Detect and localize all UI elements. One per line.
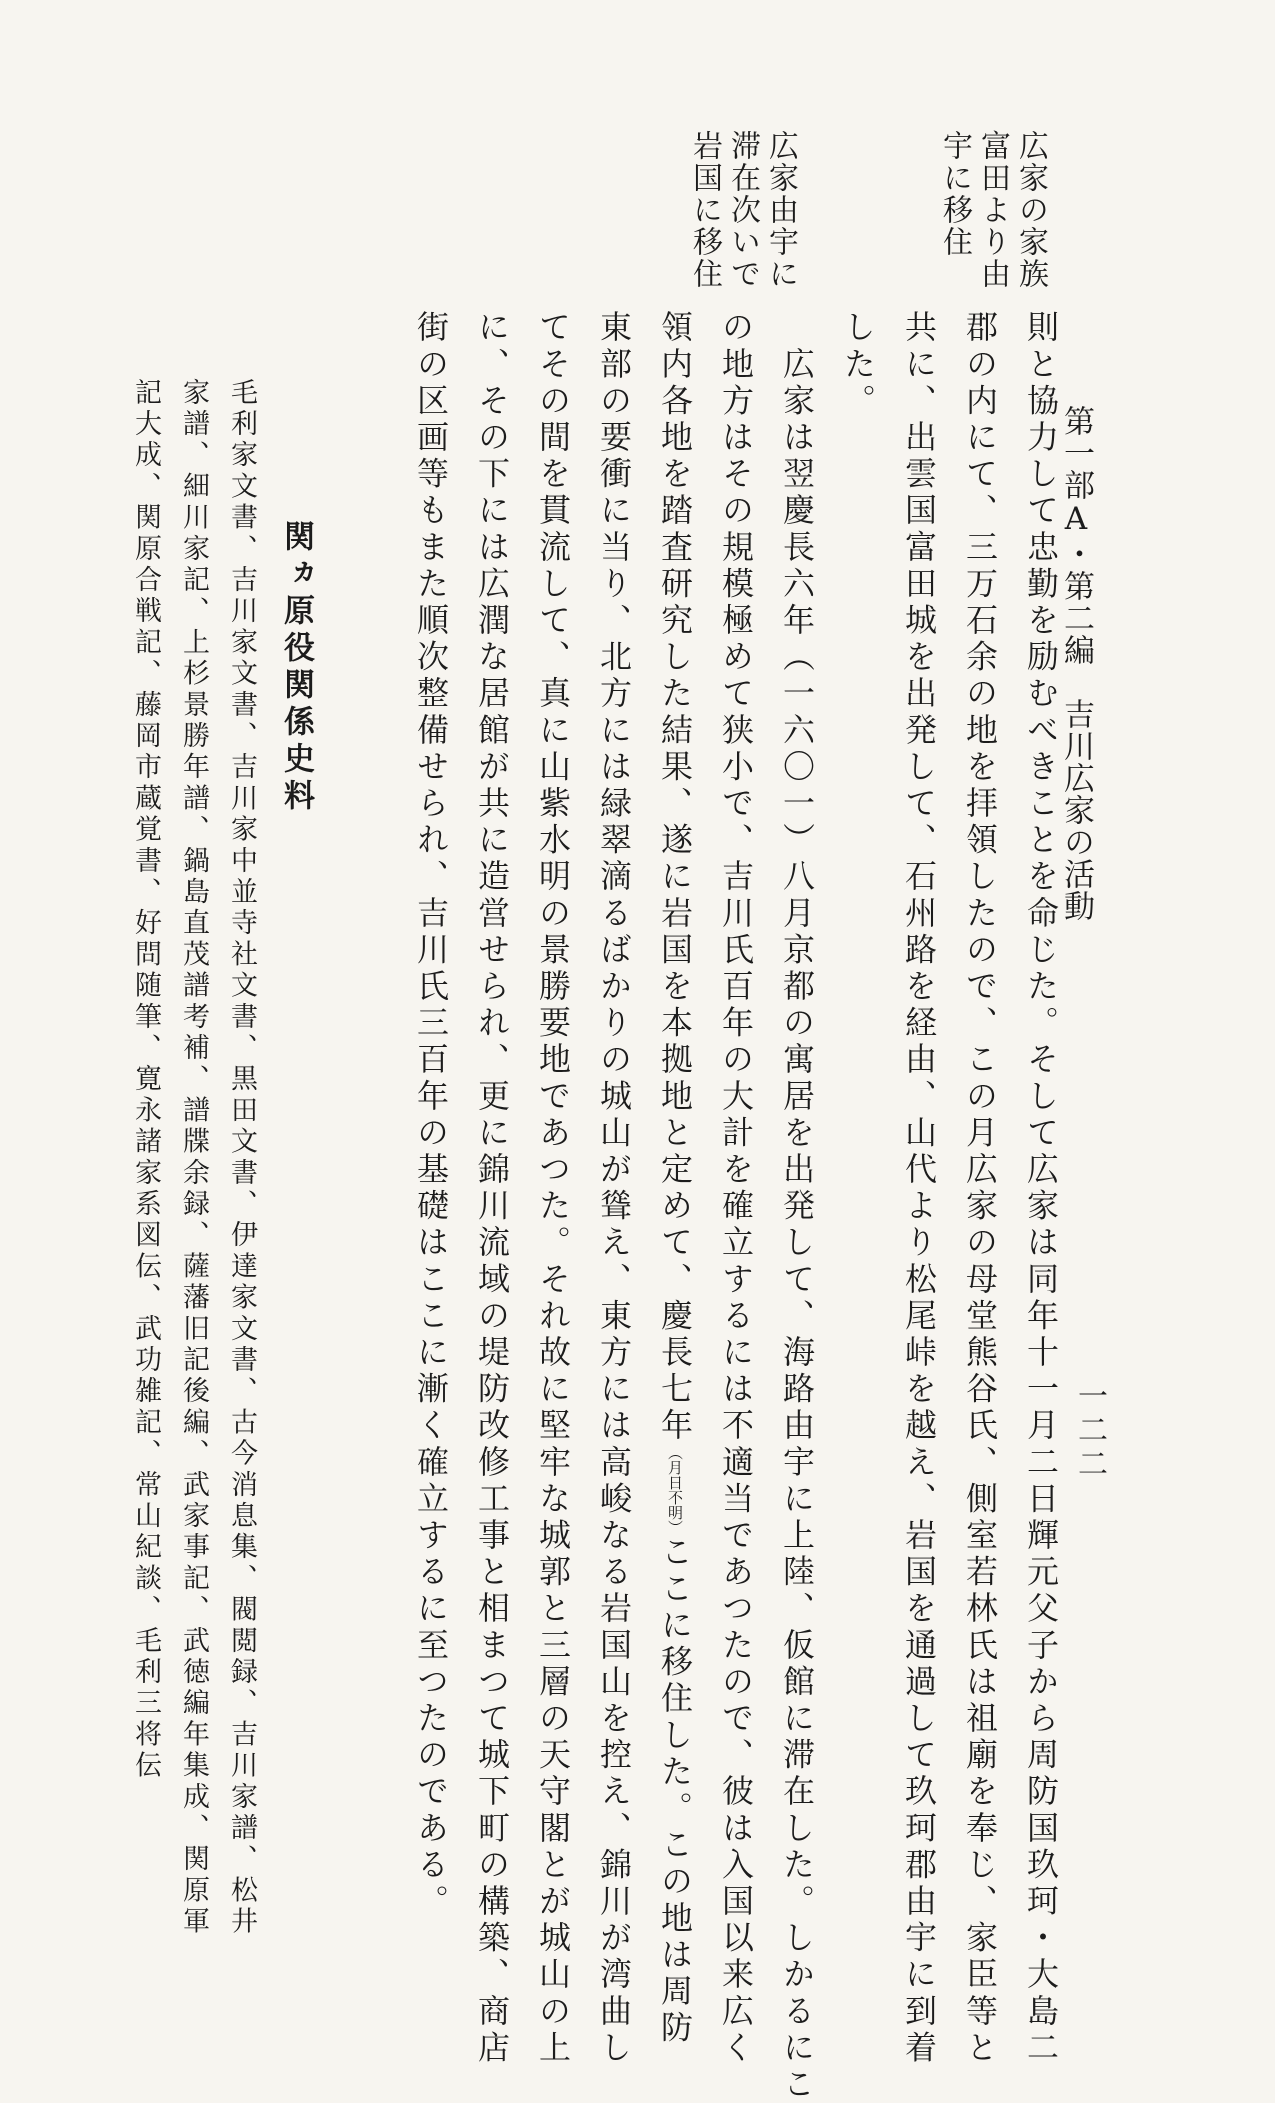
margin-note-line: 滞在次いで bbox=[725, 130, 760, 290]
body-column: てその間を貫流して、真に山紫水明の景勝要地であつた。それ故に堅牢な城郭と三層の天守閣とが城山の上 bbox=[534, 310, 572, 2067]
running-header: 第一部A・第二編 吉川広家の活動 bbox=[1058, 405, 1094, 922]
body-column: 郡の内にて、三万石余の地を拝領したので、この月広家の母堂熊谷氏、側室若林氏は祖廟を奉じ、家臣等と bbox=[961, 310, 999, 2067]
body-column-with-note bbox=[656, 310, 694, 2048]
margin-note-line: 富田より由 bbox=[975, 130, 1010, 290]
body-column: 則と協力して忠勤を励むべきことを命じた。そして広家は同年十一月二日輝元父子から周防国玖珂・大島二 bbox=[1022, 310, 1060, 2067]
margin-note-line: 宇に移住 bbox=[937, 130, 972, 258]
sources-heading: 関ヵ原役関係史料 bbox=[278, 520, 314, 816]
sources-column: 毛利家文書、吉川家文書、吉川家中並寺社文書、黒田文書、伊達家文書、古今消息集、閥閲録、吉川家譜、松井 bbox=[226, 378, 257, 1938]
sources-column: 記大成、関原合戦記、藤岡市蔵覚書、好問随筆、寛永諸家系図伝、武功雑記、常山紀談、毛利三将伝 bbox=[130, 378, 161, 1782]
margin-note-line: 広家の家族 bbox=[1013, 130, 1048, 290]
body-column: の地方はその規模極めて狭小で、吉川氏百年の大計を確立するには不適当であつたので、彼は入国以来広く bbox=[717, 310, 755, 2067]
body-column: 街の区画等もまた順次整備せられ、吉川氏三百年の基礎はここに漸く確立するに至つたのである。 bbox=[412, 310, 450, 1921]
body-column: した。 bbox=[839, 310, 877, 420]
margin-note-family-move bbox=[935, 130, 1049, 290]
page-number: 一二二 bbox=[1072, 1380, 1107, 1482]
body-column: に、その下には広潤な居館が共に造営せられ、更に錦川流域の堤防改修工事と相まつて城下町の構築、商店 bbox=[473, 310, 511, 2067]
margin-note-iwakuni-move bbox=[685, 130, 799, 290]
margin-note-line: 広家由宇に bbox=[763, 130, 798, 290]
body-column: 広家は翌慶長六年（一六〇一）八月京都の寓居を出発して、海路由宇に上陸、仮館に滞在した。しかるにこ bbox=[778, 310, 816, 2103]
sources-column: 家譜、細川家記、上杉景勝年譜、鍋島直茂譜考補、譜牒余録、薩藩旧記後編、武家事記、武徳編年集成、関原軍 bbox=[178, 378, 209, 1938]
body-column: 東部の要衝に当り、北方には緑翠滴るばかりの城山が聳え、東方には高峻なる岩国山を控え、錦川が湾曲し bbox=[595, 310, 633, 2067]
body-column-head: 領内各地を踏査研究した結果、遂に岩国を本拠地と定めて、慶長七年 bbox=[656, 310, 694, 1445]
body-column-tail: ここに移住した。この地は周防 bbox=[656, 1534, 694, 2048]
inline-note-date-unknown: （月日不明） bbox=[666, 1444, 684, 1535]
body-column: 共に、出雲国富田城を出発して、石州路を経由、山代より松尾峠を越え、岩国を通過して玖珂郡由宇に到着 bbox=[900, 310, 938, 2067]
margin-note-line: 岩国に移住 bbox=[687, 130, 722, 290]
